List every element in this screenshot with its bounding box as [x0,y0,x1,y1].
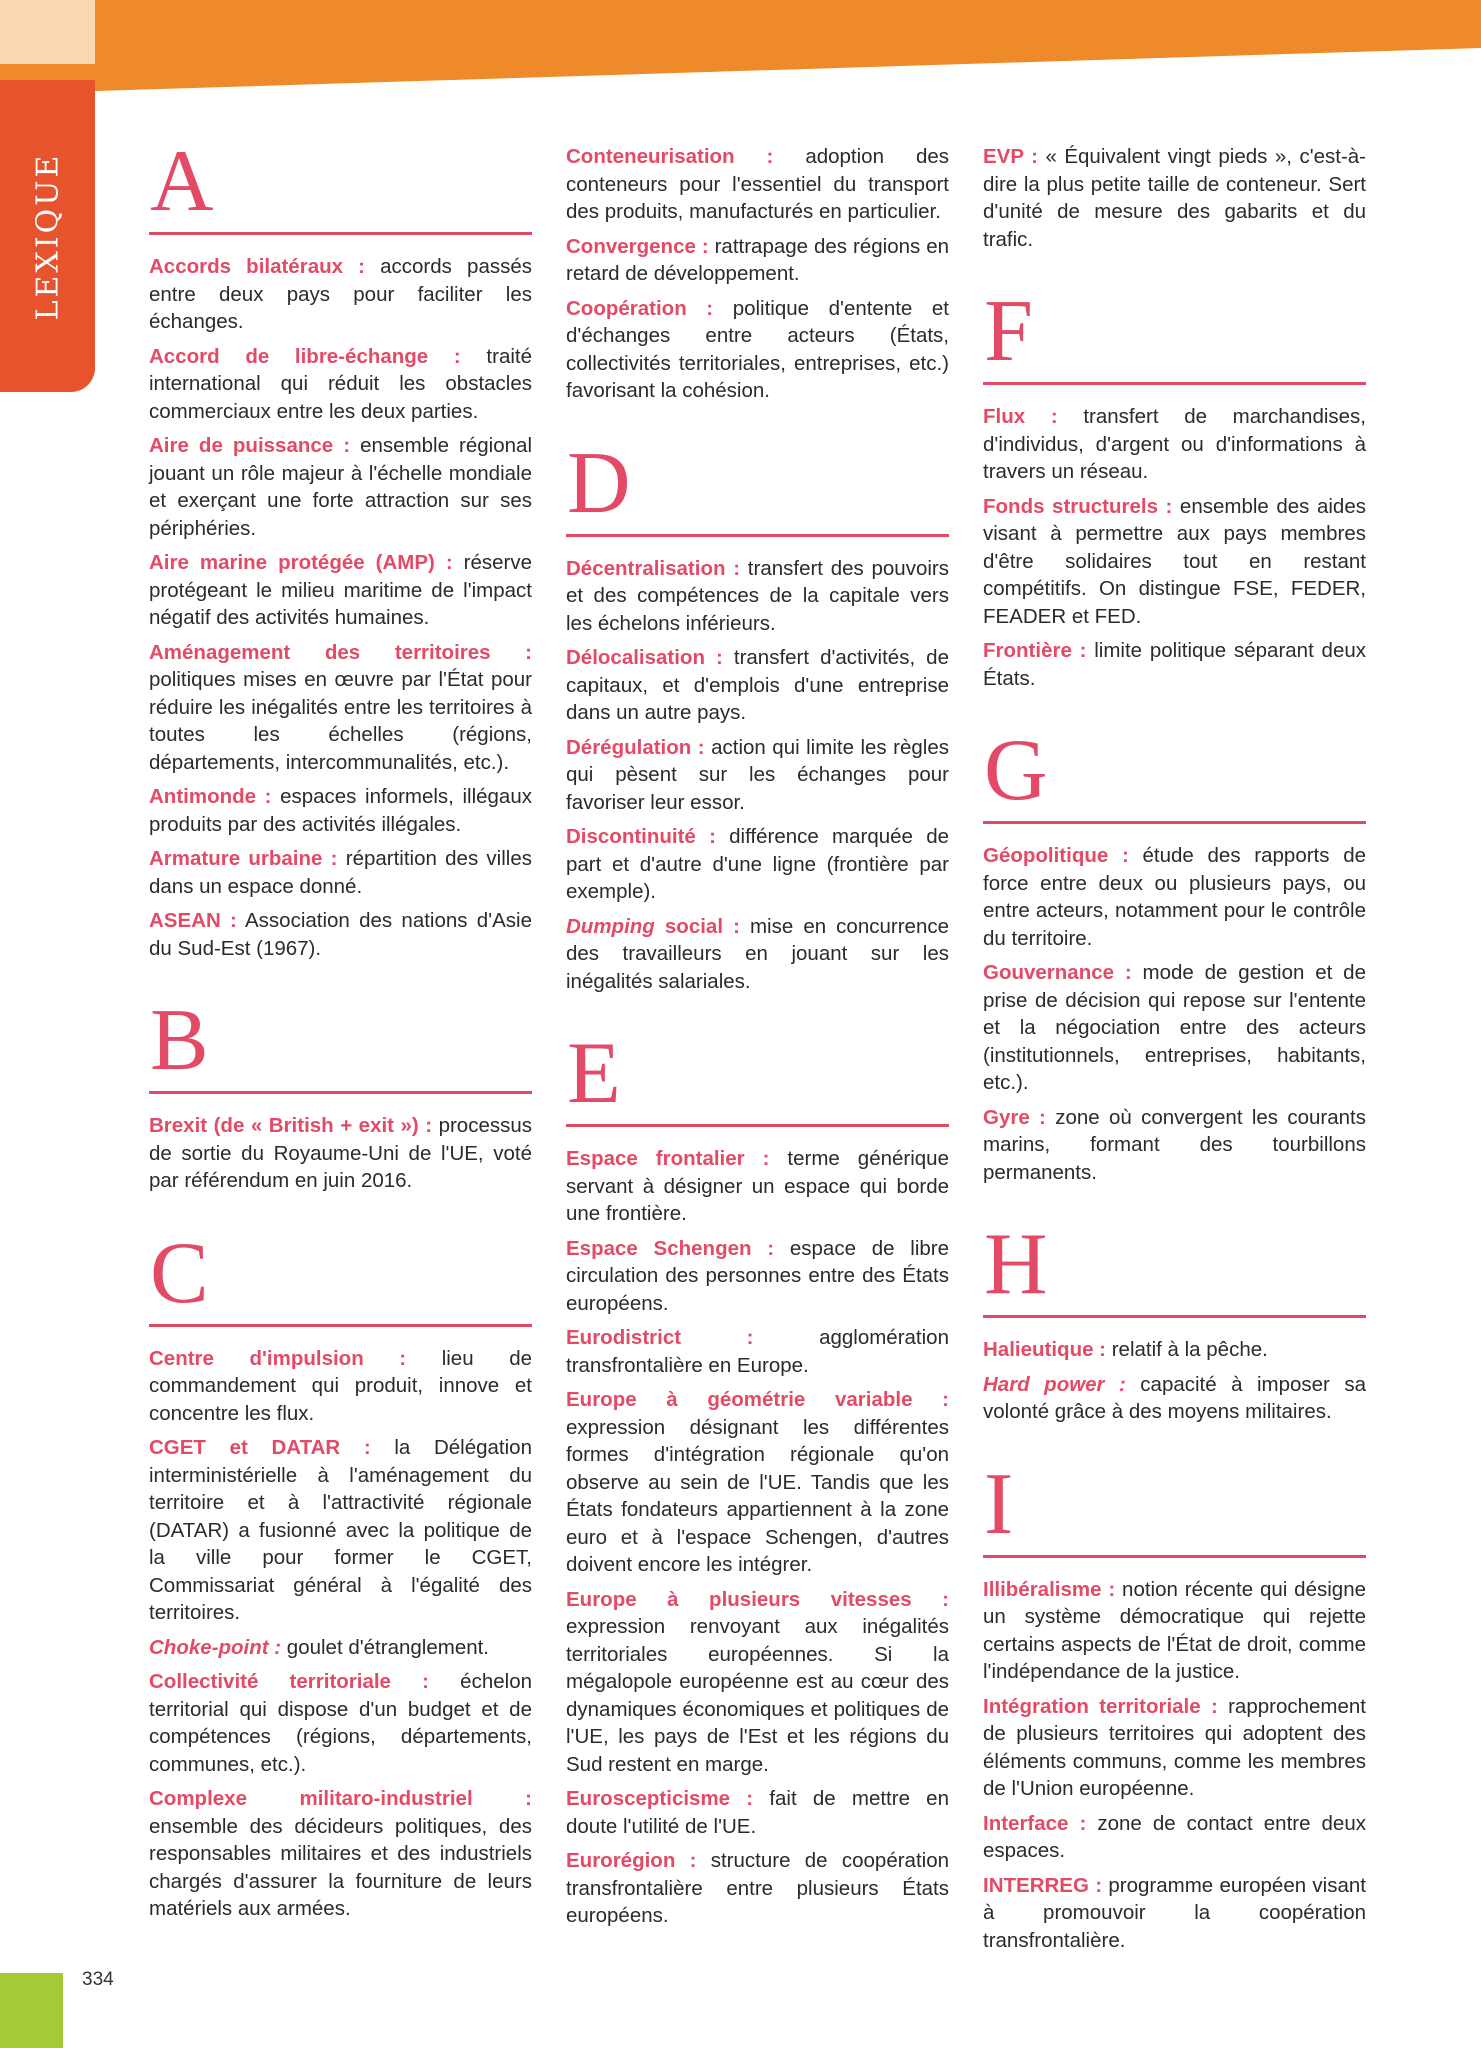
glossary-term: Accord de libre-échange : [149,344,461,368]
page-number: 334 [82,1969,114,1990]
glossary-term: Europe à plusieurs vitesses : [566,1587,949,1611]
section-label: LEXIQUE [30,152,65,320]
glossary-term: Dérégulation : [566,735,705,759]
glossary-term: Conteneurisation : [566,145,774,168]
glossary-term: Aire de puissance : [149,434,351,457]
glossary-entry [566,143,949,226]
glossary-term: Espace Schengen : [566,1236,775,1260]
glossary-definition: réserve protégeant le milieu maritime de l'impact négatif des activités humaines. [149,551,532,629]
glossary-definition: processus de sortie du Royaume-Uni de l'UE, voté par référendum en juin 2016. [149,1114,532,1192]
glossary-term: Aménagement des territoires : [149,640,532,664]
glossary-column-1 [149,133,532,1930]
glossary-term: Espace frontalier : [566,1147,770,1170]
glossary-entry [149,1668,532,1778]
glossary-entry [983,959,1366,1097]
header-band-shape [0,0,1481,96]
glossary-entry [149,1345,532,1428]
glossary-term: Brexit (de « British + exit ») : [149,1114,433,1137]
glossary-term: EVP : [983,145,1038,168]
glossary-definition: lieu de commandement qui produit, innove et concentre les flux. [149,1346,532,1425]
glossary-definition: ensemble des aides visant à permettre aux pays membres d'être solidaires tout en restant compétitifs. On distingue FSE, FEDER, FEADER et FED. [983,494,1366,628]
glossary-term: INTERREG : [983,1873,1103,1897]
letter-heading [566,1025,949,1127]
glossary-term-suffix: social : [654,914,740,938]
letter-heading-text: D [567,434,631,532]
glossary-entry [983,842,1366,952]
glossary-definition: répartition des villes dans un espace donné. [149,847,532,898]
letter-heading [983,1455,1366,1558]
glossary-term: CGET et DATAR : [149,1436,371,1459]
glossary-term: Frontière : [983,639,1087,662]
glossary-entry [566,644,949,727]
glossary-term: Flux : [983,405,1058,428]
glossary-column-2 [566,143,949,1937]
glossary-entry [983,1810,1366,1865]
glossary-term: Euroscepticisme : [566,1787,754,1810]
glossary-definition: relatif à la pêche. [1106,1338,1268,1361]
glossary-entry [566,823,949,906]
glossary-column-3 [983,143,1366,1961]
glossary-definition: programme européen visant à promouvoir la coopération transfrontalière. [983,1873,1366,1952]
glossary-term: Hard power : [983,1372,1126,1396]
glossary-entry [149,432,532,542]
glossary-entry [149,549,532,632]
glossary-entry [566,913,949,996]
glossary-term: ASEAN : [149,909,237,932]
glossary-entry [566,1324,949,1379]
letter-heading-text: A [150,133,214,230]
glossary-term: Choke-point : [149,1635,282,1659]
glossary-definition: expression désignant les différentes formes d'intégration régionale qu'on observe au sein de l'UE. Tandis que les États fondateurs appartiennent à la zone euro et à l'espace Schengen, d'autres doivent encore les intégrer. [566,1415,949,1576]
glossary-entry [566,233,949,288]
glossary-definition: mode de gestion et de prise de décision qui repose sur l'entente et la négociation entre des acteurs (institutionnels, entreprises, habitants, etc.). [983,961,1366,1094]
glossary-entry [149,1434,532,1627]
glossary-definition: accords passés entre deux pays pour faciliter les échanges. [149,255,532,333]
glossary-definition: zone de contact entre deux espaces. [983,1811,1366,1862]
glossary-definition: notion récente qui désigne un système démocratique qui rejette certains aspects de l'État de droit, comme l'indépendance de la justice. [983,1577,1366,1683]
letter-heading [983,283,1366,385]
letter-heading [983,722,1366,824]
glossary-definition: goulet d'étranglement. [281,1635,490,1659]
glossary-definition: étude des rapports de force entre deux ou plusieurs pays, ou entre acteurs, notamment pour le contrôle du territoire. [983,844,1367,950]
glossary-definition: échelon territorial qui dispose d'un budget et de compétences (régions, départements, communes, etc.). [149,1670,532,1776]
glossary-term: Eurodistrict : [566,1326,754,1349]
letter-heading [149,133,532,235]
glossary-entry [566,1586,949,1779]
glossary-definition: terme générique servant à désigner un espace qui borde une frontière. [566,1147,949,1225]
glossary-definition: mise en concurrence des travailleurs en jouant sur les inégalités salariales. [566,914,949,993]
glossary-term: Gyre : [983,1105,1046,1129]
glossary-entry [149,639,532,777]
page-corner-accent [0,1973,63,2048]
letter-heading-text: I [984,1455,1014,1553]
glossary-term: Dumping [566,914,655,938]
glossary-definition: capacité à imposer sa volonté grâce à des moyens militaires. [983,1372,1366,1423]
glossary-entry [149,253,532,336]
glossary-entry [149,783,532,838]
glossary-term: Centre d'impulsion : [149,1346,407,1370]
glossary-entry [983,493,1366,631]
glossary-entry [149,1785,532,1923]
glossary-definition: zone où convergent les courants marins, formant des tourbillons permanents. [983,1105,1366,1184]
glossary-entry [149,343,532,426]
glossary-term: Fonds structurels : [983,494,1173,518]
glossary-entry [983,403,1366,486]
glossary-term: Aire marine protégée (AMP) : [149,551,453,574]
glossary-term: Accords bilatéraux : [149,255,365,278]
letter-heading [149,992,532,1094]
header-band [0,0,1481,96]
glossary-term: Armature urbaine : [149,847,338,870]
letter-heading [983,1216,1366,1318]
glossary-entry [983,1693,1366,1803]
glossary-term: Halieutique : [983,1338,1107,1361]
glossary-definition: espace de libre circulation des personnes entre des États européens. [566,1236,950,1315]
glossary-term: Convergence : [566,234,709,258]
glossary-definition: politiques mises en œuvre par l'État pour réduire les inégalités entre les territoires à toutes les échelles (régions, départements, intercommunalités, etc.). [149,668,532,774]
glossary-definition: structure de coopération transfrontalière entre plusieurs États européens. [566,1849,949,1927]
glossary-entry [983,1336,1366,1364]
glossary-definition: « Équivalent vingt pieds », c'est-à-dire la plus petite taille de conteneur. Sert d'unité de mesure des gabarits et du trafic. [983,145,1367,251]
letter-heading [566,434,949,537]
letter-heading-text: F [984,283,1033,380]
glossary-entry [983,143,1366,253]
glossary-entry [566,295,949,405]
glossary-term: Complexe militaro-industriel : [149,1787,532,1810]
letter-heading-text: B [150,992,209,1089]
section-side-tab-label-wrap [0,80,95,392]
glossary-definition: Association des nations d'Asie du Sud-Est (1967). [149,909,532,960]
glossary-entry [983,637,1366,692]
glossary-term: Coopération : [566,296,714,320]
glossary-definition: fait de mettre en doute l'utilité de l'UE. [566,1787,949,1838]
letter-heading-text: G [984,722,1048,819]
glossary-definition: limite politique séparant deux États. [983,639,1366,690]
glossary-entry [983,1576,1366,1686]
glossary-definition: politique d'entente et d'échanges entre acteurs (États, collectivités territoriales, entreprises, etc.) favorisant la cohésion. [566,296,949,402]
glossary-definition: différence marquée de part et d'autre d'une ligne (frontière par exemple). [566,825,949,903]
glossary-entry [566,1785,949,1840]
glossary-definition: ensemble régional jouant un rôle majeur à l'échelle mondiale et exerçant une forte attraction sur ses périphéries. [149,434,532,540]
glossary-definition: agglomération transfrontalière en Europe. [566,1326,949,1377]
glossary-entry [566,1235,949,1318]
glossary-definition: transfert des pouvoirs et des compétences de la capitale vers les échelons inférieurs. [566,556,949,635]
glossary-definition: adoption des conteneurs pour l'essentiel du transport des produits, manufacturés en particulier. [566,145,949,223]
glossary-definition: ensemble des décideurs politiques, des responsables militaires et des industriels chargés d'assurer la fourniture de leurs matériels aux armées. [149,1814,532,1920]
glossary-entry [983,1371,1366,1426]
glossary-term: Europe à géométrie variable : [566,1388,949,1411]
glossary-term: Intégration territoriale : [983,1694,1218,1718]
letter-heading-text: C [150,1224,209,1322]
glossary-definition: espaces informels, illégaux produits par des activités illégales. [149,785,532,836]
glossary-definition: expression renvoyant aux inégalités territoriales européennes. Si la mégalopole européenne est au cœur des dynamiques économiques et politiques de l'UE, les pays de l'Est et les régions du Sud restent en marge. [566,1615,949,1776]
glossary-definition: action qui limite les règles qui pèsent sur les échanges pour favoriser leur essor. [566,735,949,814]
glossary-term: Antimonde : [149,785,272,808]
glossary-term: Interface : [983,1811,1087,1835]
glossary-entry [149,907,532,962]
letter-heading-text: H [984,1216,1048,1313]
glossary-definition: la Délégation interministérielle à l'aménagement du territoire et à l'attractivité régionale (DATAR) a fusionné avec la politique de la ville pour former le CGET, Commissariat général à l'égalité des territoires. [149,1436,532,1624]
glossary-entry [149,845,532,900]
glossary-definition: transfert de marchandises, d'individus, d'argent ou d'informations à travers un réseau. [983,405,1366,483]
header-corner-accent [0,0,95,64]
glossary-entry [566,555,949,638]
glossary-term: Décentralisation : [566,556,741,580]
glossary-definition: transfert d'activités, de capitaux, et d'emplois d'une entreprise dans un autre pays. [566,646,949,724]
glossary-term: Géopolitique : [983,844,1129,867]
glossary-entry [983,1872,1366,1955]
glossary-term: Illibéralisme : [983,1577,1116,1601]
letter-heading [149,1224,532,1327]
glossary-term: Discontinuité : [566,825,716,848]
glossary-term: Collectivité territoriale : [149,1670,429,1693]
glossary-entry [566,1386,949,1579]
glossary-entry [983,1104,1366,1187]
glossary-term: Eurorégion : [566,1849,697,1872]
glossary-definition: traité international qui réduit les obstacles commerciaux entre les deux parties. [149,344,532,423]
glossary-definition: rattrapage des régions en retard de développement. [566,234,949,285]
glossary-entry [566,734,949,817]
glossary-definition: rapprochement de plusieurs territoires qui adoptent des éléments communs, comme les membres de l'Union européenne. [983,1694,1366,1800]
glossary-entry [149,1634,532,1662]
glossary-entry [566,1145,949,1228]
glossary-entry [566,1847,949,1930]
letter-heading-text: E [567,1025,621,1122]
glossary-entry [149,1112,532,1195]
glossary-term: Délocalisation : [566,646,723,669]
glossary-term: Gouvernance : [983,961,1132,984]
